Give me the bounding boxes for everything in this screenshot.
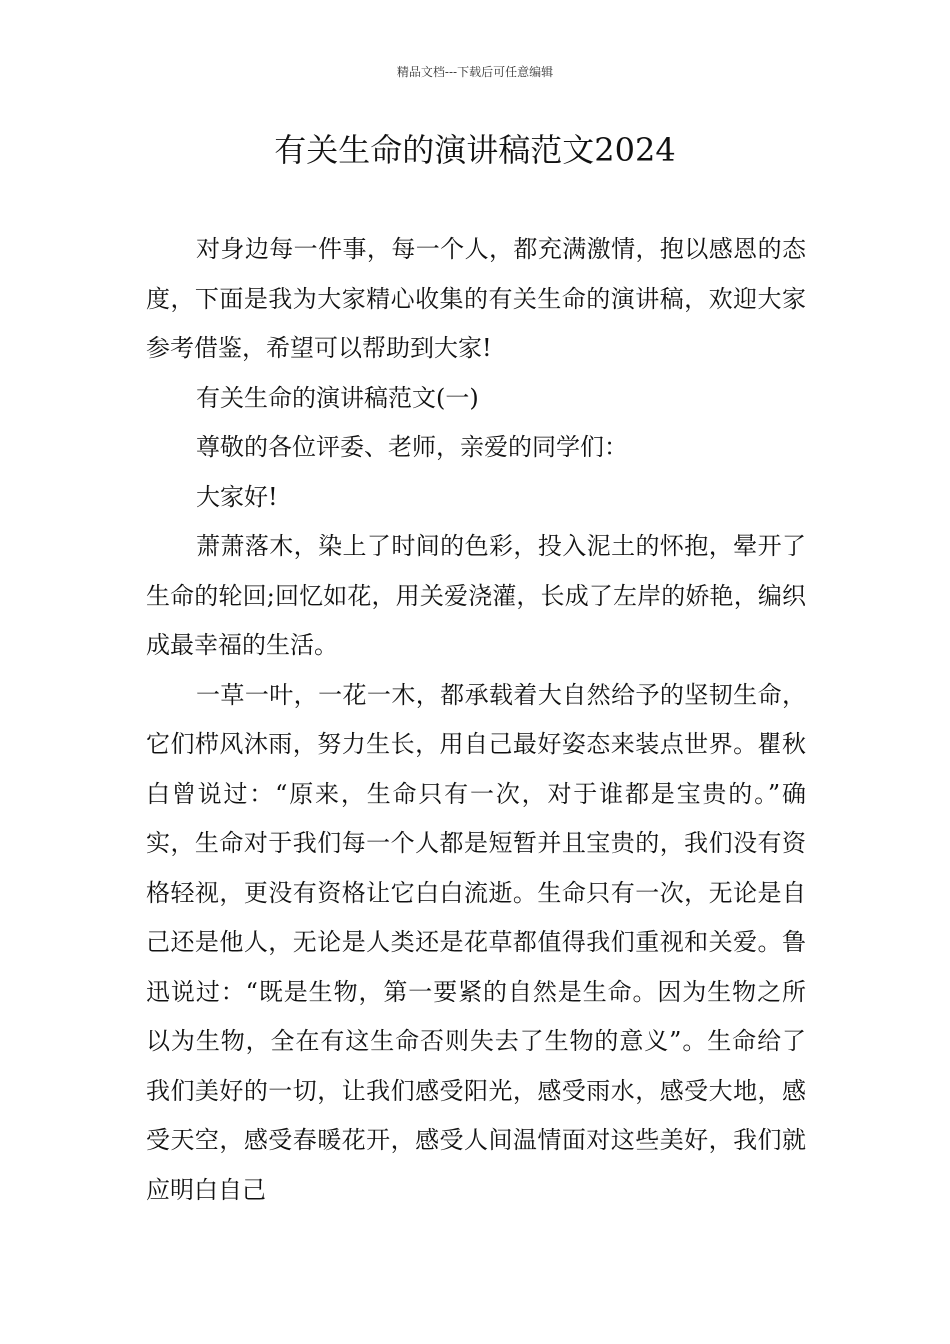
paragraph-body-1: 萧萧落木，染上了时间的色彩，投入泥土的怀抱，晕开了生命的轮回;回忆如花，用关爱浇灌，长成了左岸的娇艳，编织成最幸福的生活。 — [146, 532, 806, 659]
header-note: 精品文档---下载后可任意编辑 — [396, 65, 554, 79]
paragraph-section-heading: 有关生命的演讲稿范文(一) — [196, 383, 479, 412]
paragraph-intro: 对身边每一件事，每一个人，都充满激情，抱以感恩的态度，下面是我为大家精心收集的有关生命的演讲稿，欢迎大家参考借鉴，希望可以帮助到大家! — [146, 235, 806, 362]
paragraph-salutation: 尊敬的各位评委、老师，亲爱的同学们： — [196, 433, 628, 461]
paragraph-body-2: 一草一叶，一花一木，都承载着大自然给予的坚韧生命，它们栉风沐雨，努力生长，用自己最好姿态来装点世界。瞿秋白曾说过：“原来，生命只有一次，对于谁都是宝贵的。”确实，生命对于我们每一个人都是短暂并且宝贵的，我们没有资格轻视，更没有资格让它白白流逝。生命只有一次，无论是自己还是他人，无论是人类还是花草都值得我们重视和关爱。鲁迅说过：“既是生物，第一要紧的自然是生命。因为生物之所以为生物，全在有这生命否则失去了生物的意义”。生命给了我们美好的一切，让我们感受阳光，感受雨水，感受大地，感受天空，感受春暖花开，感受人间温情面对这些美好，我们就应明白自己 — [146, 680, 806, 1204]
document-title: 有关生命的演讲稿范文2024 — [274, 131, 676, 169]
paragraph-greeting: 大家好! — [196, 482, 278, 511]
document-body — [146, 225, 806, 1215]
